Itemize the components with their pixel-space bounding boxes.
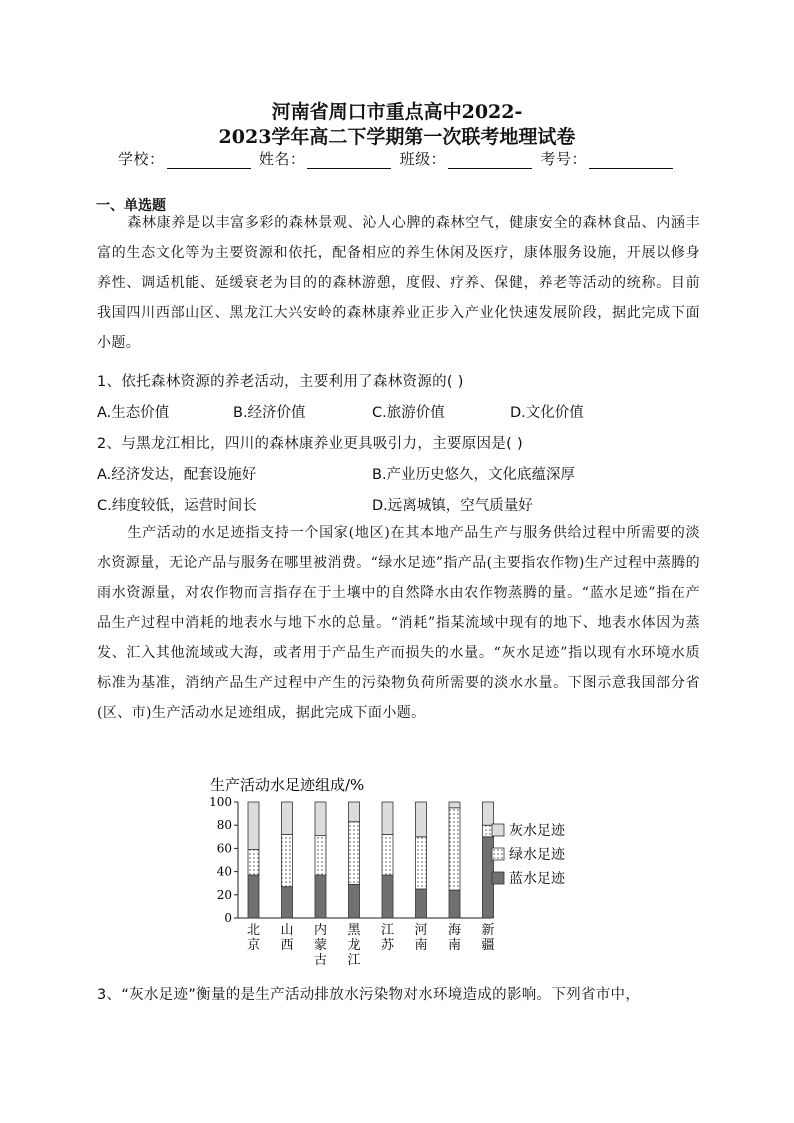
bar-segment-grey <box>483 802 494 825</box>
category-label: 疆 <box>481 938 495 953</box>
bar-segment-blue <box>315 875 326 918</box>
legend-swatch <box>492 848 504 860</box>
question-2-stem: 2、与黑龙江相比，四川的森林康养业更具吸引力，主要原因是( ) <box>97 436 523 452</box>
bar-segment-grey <box>382 802 393 834</box>
bar-segment-grey <box>248 802 259 850</box>
q2-option-a[interactable]: A.经济发达，配套设施好 <box>97 467 257 483</box>
category-label: 新 <box>481 923 495 938</box>
category-label: 河 <box>414 923 428 938</box>
number-field[interactable] <box>589 154 673 169</box>
legend-swatch <box>492 824 504 836</box>
q1-option-d[interactable]: D.文化价值 <box>510 405 584 421</box>
student-info-row <box>0 148 794 169</box>
passage-2-text: 生产活动的水足迹指支持一个国家(地区)在其本地产品生产与服务供给过程中所需要的淡水资源量，无论产品与服务在哪里被消费。“绿水足迹”指产品(主要指农作物)生产过程中蒸腾的雨水资源量，对农作物而言指存在于土壤中的自然降水由农作物蒸腾的量。“蓝水足迹”指在产品生产过程中消耗的地表水与地下水的总量。“消耗”指某流域中现有的地下、地表水体因为蒸发、汇入其他流域或大海，或者用于产品生产而损失的水量。“灰水足迹”指以现有水环境水质标准为基准，消纳产品生产过程中产生的污染物负荷所需要的淡水水量。下图示意我国部分省(区、市)生产活动水足迹组成，据此完成下面小题。 <box>97 525 700 721</box>
category-label: 北 <box>246 923 261 938</box>
bar-segment-blue <box>416 889 427 918</box>
category-label: 南 <box>447 938 462 953</box>
y-tick-label: 20 <box>216 887 232 902</box>
name-label: 姓名： <box>258 150 306 168</box>
school-label: 学校： <box>118 150 165 168</box>
bar-segment-grey <box>416 802 427 837</box>
category-label: 黑 <box>347 923 361 938</box>
name-field[interactable] <box>307 154 391 169</box>
bar-segment-green <box>382 834 393 875</box>
title-line-1: 河南省周口市重点高中2022- <box>271 101 523 123</box>
question-1-stem: 1、依托森林资源的养老活动，主要利用了森林资源的( ) <box>97 374 464 390</box>
category-label: 苏 <box>380 938 395 953</box>
y-tick-label: 40 <box>216 864 232 879</box>
section-heading: 一、单选题 <box>96 198 166 214</box>
class-field[interactable] <box>448 154 532 169</box>
bar-segment-blue <box>449 890 460 918</box>
legend-swatch <box>492 872 504 884</box>
category-label: 江 <box>380 923 395 938</box>
category-label: 京 <box>246 938 261 953</box>
y-tick-label: 0 <box>224 911 232 925</box>
category-label: 蒙 <box>313 938 328 953</box>
legend-label: 蓝水足迹 <box>509 871 565 887</box>
bar-segment-grey <box>315 802 326 836</box>
passage-1-text: 森林康养是以丰富多彩的森林景观、沁人心脾的森林空气，健康安全的森林食品、内涵丰富的生态文化等为主要资源和依托，配备相应的养生休闲及医疗，康体服务设施，开展以修身养性、调适机能、延缓衰老为目的的森林游憩，度假、疗养、保健，养老等活动的统称。目前我国四川西部山区、黑龙江大兴安岭的森林康养业正步入产业化快速发展阶段，据此完成下面小题。 <box>97 215 700 351</box>
y-tick-label: 80 <box>216 818 232 833</box>
bar-segment-blue <box>349 884 360 918</box>
category-label: 山 <box>280 923 294 938</box>
chart-title: 生产活动水足迹组成/% <box>210 776 365 794</box>
y-tick-label: 60 <box>216 841 232 856</box>
category-label: 内 <box>313 923 328 938</box>
passage-1 <box>97 208 700 358</box>
bar-segment-green <box>248 850 259 876</box>
number-label: 考号： <box>540 150 587 168</box>
category-label: 西 <box>280 938 294 953</box>
bar-segment-blue <box>382 875 393 918</box>
bar-segment-green <box>449 808 460 890</box>
q2-option-b[interactable]: B.产业历史悠久，文化底蕴深厚 <box>372 467 576 483</box>
bar-segment-green <box>282 834 293 886</box>
category-label: 古 <box>313 953 328 968</box>
q2-option-c[interactable]: C.纬度较低，运营时间长 <box>97 498 257 514</box>
category-label: 江 <box>347 953 361 968</box>
bar-segment-green <box>315 836 326 875</box>
y-tick-label: 100 <box>209 795 232 809</box>
category-label: 龙 <box>347 938 361 953</box>
class-label: 班级： <box>399 150 447 168</box>
q1-option-a[interactable]: A.生态价值 <box>97 405 170 421</box>
question-3-stem: 3、“灰水足迹”衡量的是生产活动排放水污染物对水环境造成的影响。下列省市中， <box>97 987 641 1003</box>
category-label: 海 <box>447 923 462 938</box>
bar-segment-grey <box>282 802 293 834</box>
bar-segment-grey <box>349 802 360 822</box>
q1-option-c[interactable]: C.旅游价值 <box>372 405 445 421</box>
bar-segment-grey <box>449 802 460 808</box>
passage-2 <box>97 518 700 728</box>
bar-segment-blue <box>282 887 293 918</box>
q2-option-d[interactable]: D.远离城镇，空气质量好 <box>372 498 533 514</box>
title-line-2: 2023学年高二下学期第一次联考地理试卷 <box>218 126 576 148</box>
water-footprint-chart <box>200 772 620 972</box>
category-label: 南 <box>414 938 428 953</box>
school-field[interactable] <box>167 154 251 169</box>
bar-segment-green <box>416 837 427 889</box>
legend-label: 灰水足迹 <box>509 823 565 839</box>
bar-segment-blue <box>248 875 259 918</box>
bar-segment-green <box>349 822 360 885</box>
q1-option-b[interactable]: B.经济价值 <box>233 405 306 421</box>
legend-label: 绿水足迹 <box>509 847 565 863</box>
